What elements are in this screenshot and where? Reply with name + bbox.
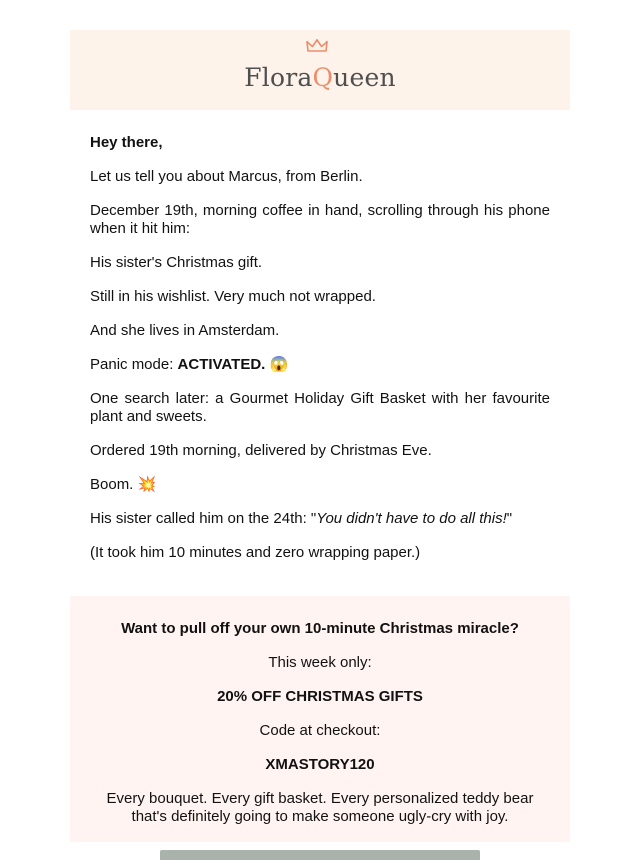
promo-headline: Want to pull off your own 10-minute Christmas miracle? [121, 620, 519, 637]
cta-button[interactable] [160, 850, 480, 860]
greeting: Hey there, [90, 134, 163, 151]
email-header [70, 30, 570, 110]
story-paragraph: One search later: a Gourmet Holiday Gift Basket with her favourite plant and sweets. [90, 390, 550, 425]
boom-text: Boom. [90, 476, 134, 493]
story-paragraph: His sister's Christmas gift. [90, 254, 263, 271]
logo-wordmark [244, 63, 396, 93]
story-body [70, 110, 570, 588]
panic-prefix: Panic mode: [90, 356, 178, 373]
promo-week: This week only: [268, 654, 372, 671]
promo-offer: 20% OFF CHRISTMAS GIFTS [217, 688, 423, 705]
panic-activated: ACTIVATED. [177, 356, 266, 373]
story-paragraph-panic [90, 356, 550, 374]
logo-text-flora: Flora [244, 63, 313, 92]
story-paragraph: December 19th, morning coffee in hand, scrolling through his phone when it hit him: [90, 202, 550, 237]
quote-italic: You didn't have to do all this! [316, 510, 507, 527]
quote-suffix: " [506, 510, 513, 527]
story-paragraph: (It took him 10 minutes and zero wrapping paper.) [90, 544, 421, 561]
story-paragraph: Let us tell you about Marcus, from Berlin. [90, 168, 363, 185]
scream-emoji-icon: 😱 [269, 356, 289, 373]
story-paragraph-quote [90, 510, 550, 528]
story-paragraph-boom [90, 476, 550, 494]
story-paragraph: And she lives in Amsterdam. [90, 322, 280, 339]
promo-description: Every bouquet. Every gift basket. Every personalized teddy bear that's definitely going to make someone ugly-cry with joy. [106, 790, 534, 825]
promo-section [70, 596, 570, 842]
logo-text-q: Q [312, 63, 334, 92]
quote-prefix: His sister called him on the 24th: " [90, 510, 317, 527]
story-paragraph: Still in his wishlist. Very much not wrapped. [90, 288, 376, 305]
promo-code[interactable]: XMASTORY120 [265, 756, 375, 773]
story-paragraph: Ordered 19th morning, delivered by Christmas Eve. [90, 442, 432, 459]
floraqueen-logo[interactable] [244, 53, 396, 93]
email-container [70, 30, 570, 842]
crown-icon [306, 39, 328, 53]
collision-emoji-icon: 💥 [137, 476, 157, 493]
promo-code-label: Code at checkout: [259, 722, 381, 739]
logo-text-ueen: ueen [333, 63, 396, 92]
